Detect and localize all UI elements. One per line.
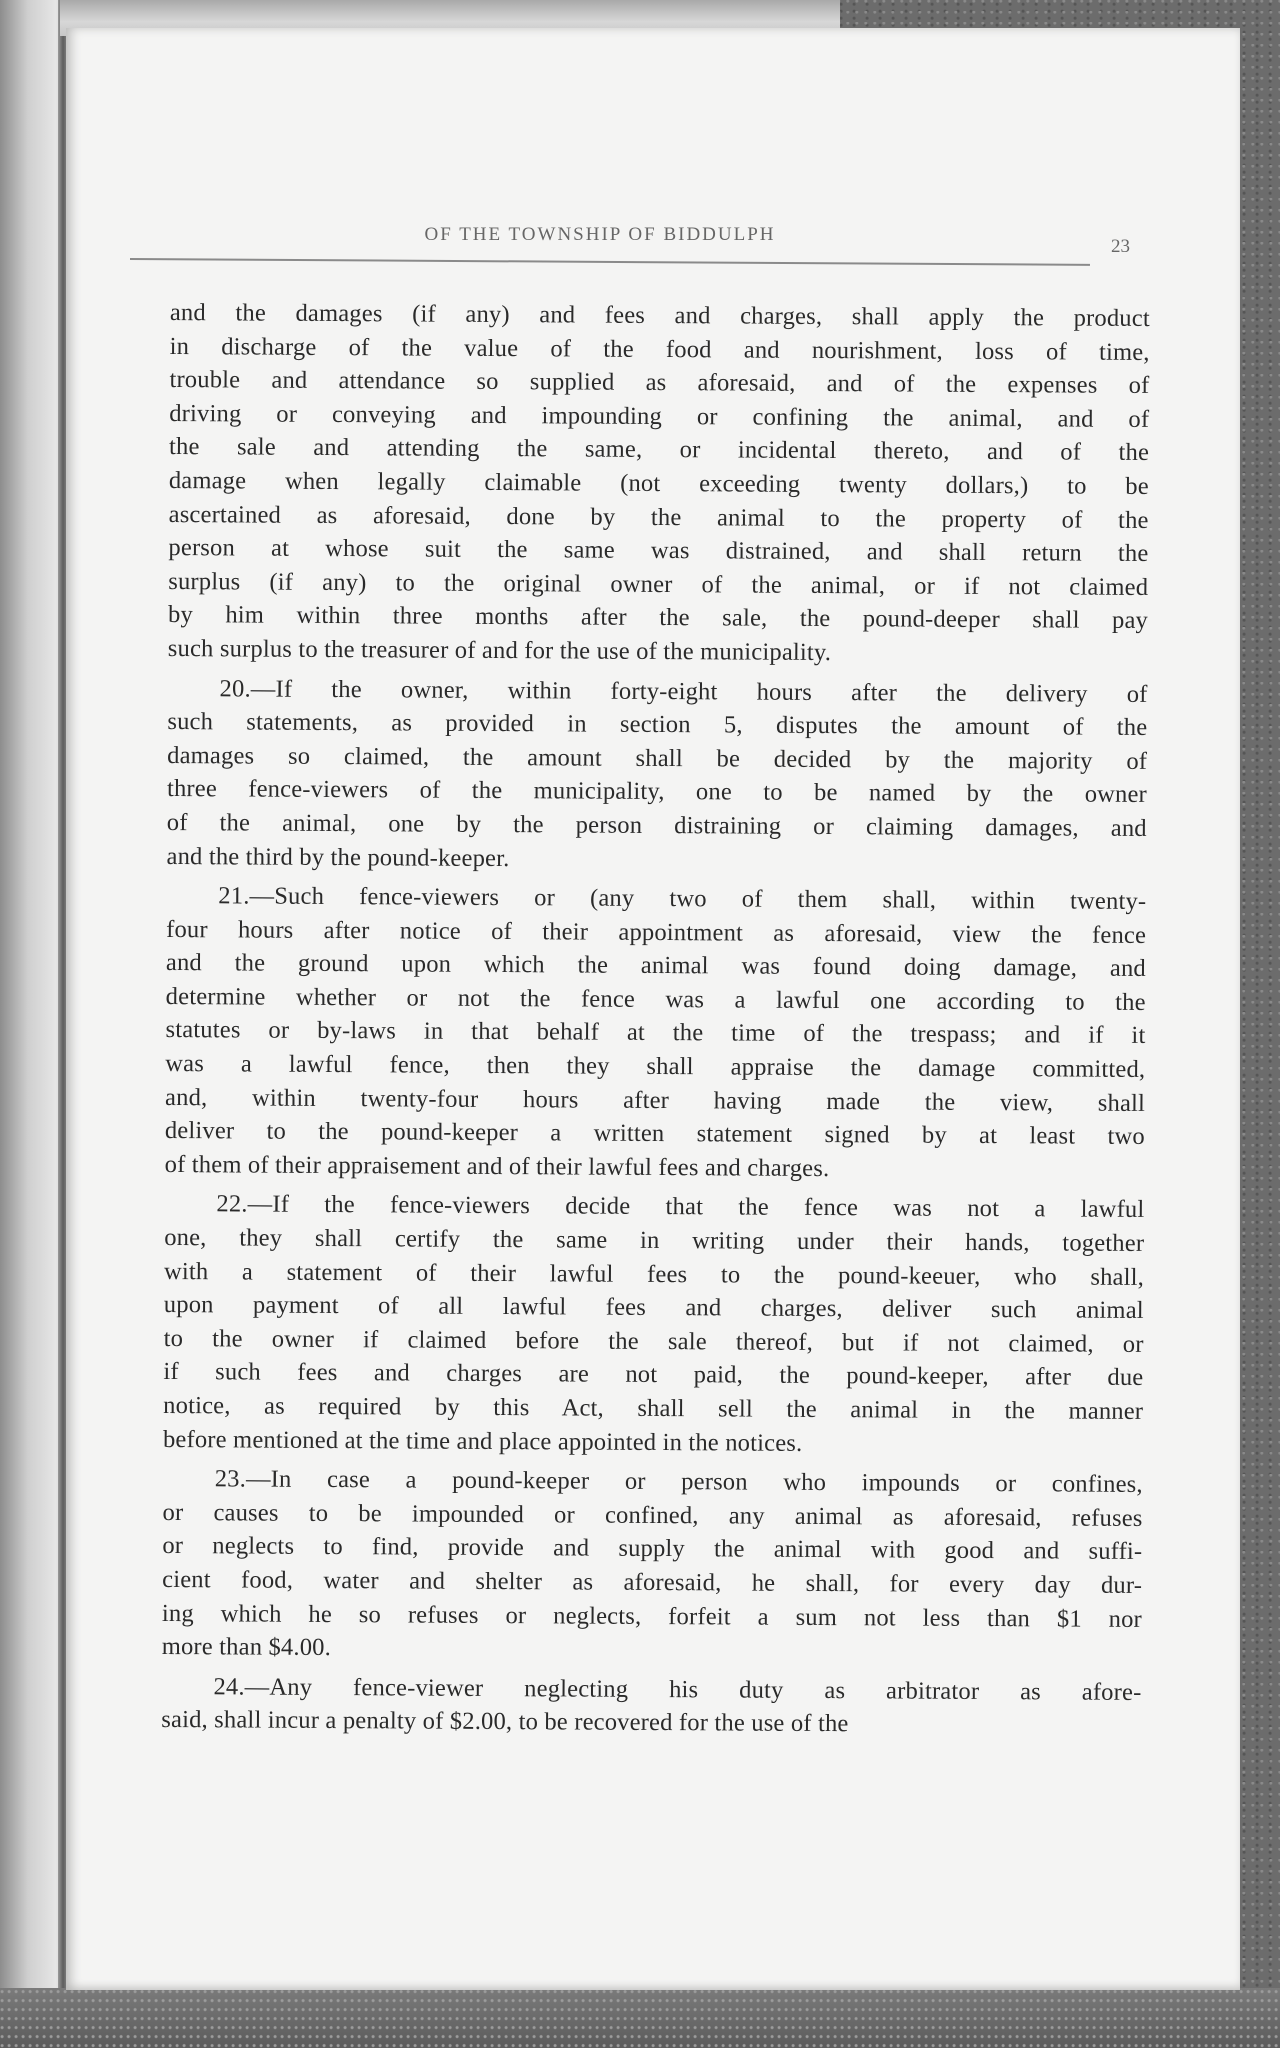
text-line: and the damages (if any) and fees and charges, shall apply the product [169, 298, 1150, 332]
page-body [161, 296, 1150, 1743]
page-header [130, 216, 1130, 256]
text-line: such statements, as provided in section 5, disputes the amount of the [167, 708, 1148, 742]
text-line: to the owner if claimed before the sale thereof, but if not claimed, or [163, 1324, 1144, 1358]
text-line: cient food, water and shelter as aforesaid, he shall, for every day dur- [162, 1565, 1143, 1599]
text-line: the sale and attending the same, or incidental thereto, and of the [168, 433, 1150, 467]
text-line: notice, as required by this Act, shall sell the animal in the manner [163, 1391, 1144, 1425]
text-line: 22.—If the fence-viewers decide that the fence was not a lawful [216, 1190, 1145, 1224]
paragraph [168, 296, 1150, 672]
paragraph [161, 1670, 1141, 1743]
text-line: damages so claimed, the amount shall be decided by the majority of [167, 741, 1148, 775]
paragraph [162, 1462, 1143, 1670]
text-line: ing which he so refuses or neglects, forfeit a sum not less than $1 nor [161, 1599, 1143, 1633]
text-line: trouble and attendance so supplied as aforesaid, and of the expenses of [169, 366, 1150, 400]
scan-bottom-edge [0, 1988, 1280, 2048]
paragraph [163, 1187, 1145, 1462]
text-line: three fence-viewers of the municipality, one to be named by the owner [166, 775, 1148, 809]
text-line: in discharge of the value of the food and nourishment, loss of time, [169, 332, 1150, 366]
text-line: before mentioned at the time and place appointed in the notices. [162, 1425, 803, 1457]
text-line: if such fees and charges are not paid, the pound-keeper, after due [163, 1358, 1144, 1392]
text-line: of them of their appraisement and of their lawful fees and charges. [164, 1150, 830, 1182]
text-line: surplus (if any) to the original owner of the animal, or if not claimed [168, 567, 1149, 601]
text-line: one, they shall certify the same in writing under their hands, together [164, 1224, 1145, 1257]
page-number: 23 [1111, 236, 1130, 257]
text-line: 20.—If the owner, within forty-eight hours after the delivery of [219, 674, 1148, 708]
text-line: statutes or by-laws in that behalf at the time of the trespass; and if it [165, 1016, 1146, 1050]
text-line: or neglects to find, provide and supply the animal with good and suffi- [162, 1532, 1143, 1566]
text-line: and the third by the pound-keeper. [166, 842, 510, 872]
text-line: with a statement of their lawful fees to the pound-keeuer, who shall, [163, 1257, 1145, 1291]
text-line: ascertained as aforesaid, done by the animal to the property of the [168, 500, 1149, 534]
text-line: more than $4.00. [161, 1633, 332, 1662]
text-line: damage when legally claimable (not exceeding twenty dollars,) to be [168, 466, 1149, 500]
text-line: or causes to be impounded or confined, any animal as aforesaid, refuses [162, 1498, 1143, 1532]
paragraph [165, 879, 1147, 1187]
text-line: and, within twenty-four hours after having made the view, shall [165, 1083, 1146, 1117]
text-line: driving or conveying and impounding or confining the animal, and of [169, 399, 1150, 433]
text-line: 21.—Such fence-viewers or (any two of them shall, within twenty- [218, 882, 1147, 916]
text-line: such surplus to the treasurer of and for the use of the municipality. [167, 634, 832, 666]
text-line: 24.—Any fence-viewer neglecting his duty as arbitrator as afore- [213, 1673, 1142, 1706]
text-line: by him within three months after the sale, the pound-deeper shall pay [167, 601, 1149, 635]
text-line: was a lawful fence, then they shall appraise the damage committed, [165, 1050, 1146, 1084]
text-line: 23.—In case a pound-keeper or person who impounds or confines, [214, 1465, 1143, 1499]
text-line: and the ground upon which the animal was found doing damage, and [165, 949, 1146, 983]
text-line: determine whether or not the fence was a lawful one according to the [165, 982, 1146, 1016]
text-line: of the animal, one by the person distraining or claiming damages, and [166, 808, 1147, 842]
paragraph [166, 672, 1147, 880]
text-line: deliver to the pound-keeper a written statement signed by at least two [164, 1117, 1145, 1151]
running-head: OF THE TOWNSHIP OF BIDDULPH [424, 224, 776, 245]
text-line: said, shall incur a penalty of $2.00, to be recovered for the use of the [161, 1706, 849, 1738]
text-line: upon payment of all lawful fees and charges, deliver such animal [163, 1291, 1144, 1325]
text-line: person at whose suit the same was distrained, and shall return the [168, 534, 1149, 568]
text-line: four hours after notice of their appointment as aforesaid, view the fence [166, 915, 1147, 949]
